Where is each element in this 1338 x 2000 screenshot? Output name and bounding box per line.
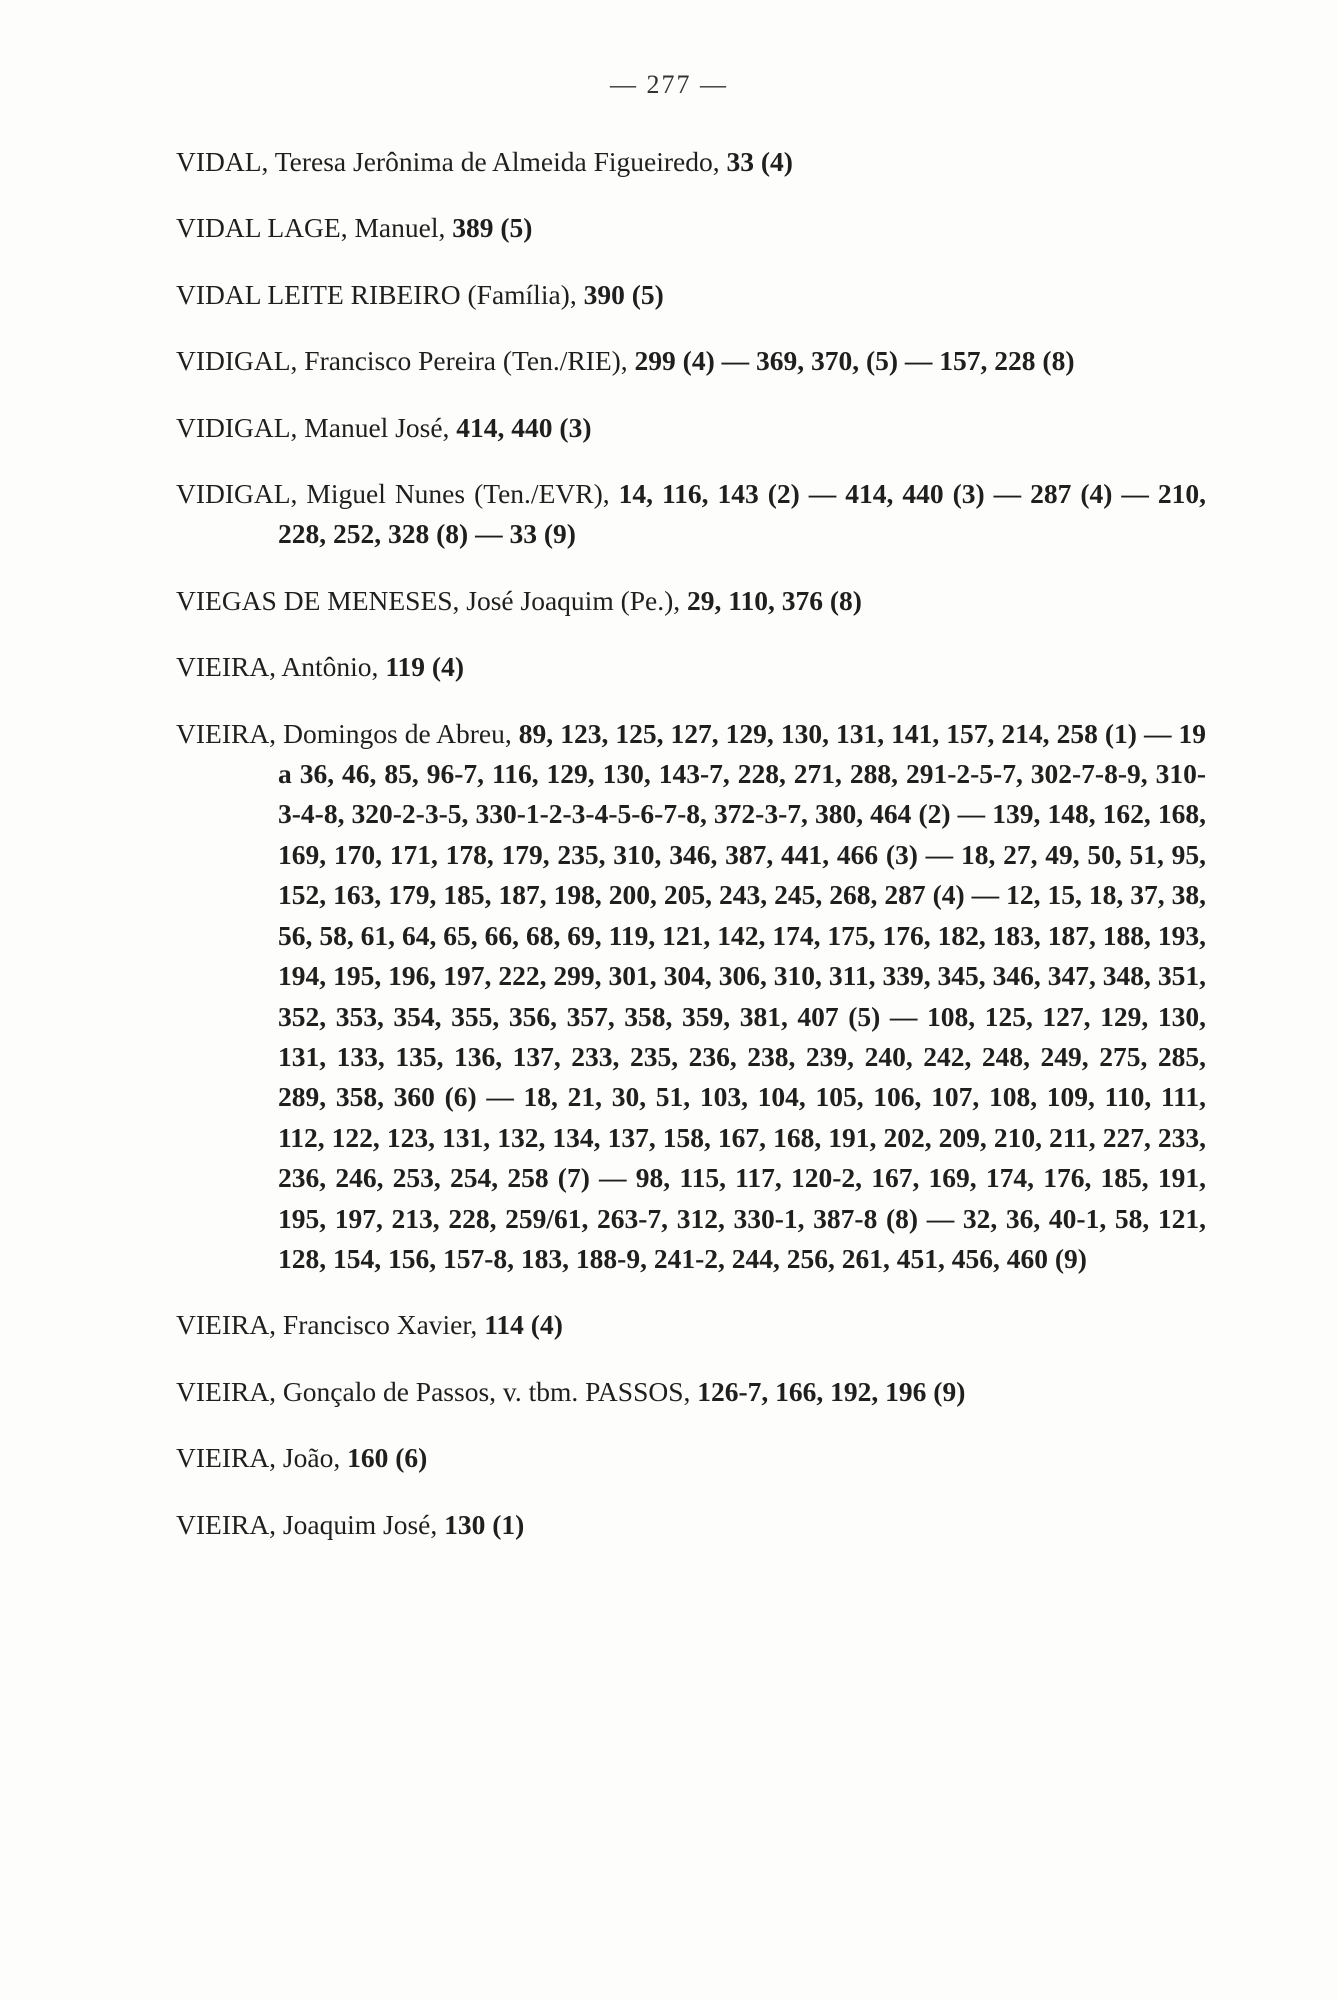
index-entry (176, 1505, 1206, 1545)
index-entry (176, 408, 1206, 448)
entry-refs: 299 (4) — 369, 370, (5) — 157, 228 (8) (634, 345, 1075, 377)
index-entry (176, 1305, 1206, 1345)
entry-refs: 89, 123, 125, 127, 129, 130, 131, 141, 157, 214, 258 (1) — 19 a 36, 46, 85, 96-7, 116, 129, 130, 143-7, 228, 271, 288, 291-2-5-7, 302-7-8-9, 310-3-4-8, 320-2-3-5, 330-1-2-3-4-5-6-7-8, 372-3-7, 380, 464 (2) — 139, 148, 162, 168, 169, 170, 171, 178, 179, 235, 310, 346, 387, 441, 466 (3) — 18, 27, 49, 50, 51, 95, 152, 163, 179, 185, 187, 198, 200, 205, 243, 245, 268, 287 (4) — 12, 15, 18, 37, 38, 56, 58, 61, 64, 65, 66, 68, 69, 119, 121, 142, 174, 175, 176, 182, 183, 187, 188, 193, 194, 195, 196, 197, 222, 299, 301, 304, 306, 310, 311, 339, 345, 346, 347, 348, 351, 352, 353, 354, 355, 356, 357, 358, 359, 381, 407 (5) — 108, 125, 127, 129, 130, 131, 133, 135, 136, 137, 233, 235, 236, 238, 239, 240, 242, 248, 249, 275, 285, 289, 358, 360 (6) — 18, 21, 30, 51, 103, 104, 105, 106, 107, 108, 109, 110, 111, 112, 122, 123, 131, 132, 134, 137, 158, 167, 168, 191, 202, 209, 210, 211, 227, 233, 236, 246, 253, 254, 258 (7) — 98, 115, 117, 120-2, 167, 169, 174, 176, 185, 191, 195, 197, 213, 228, 259/61, 263-7, 312, 330-1, 387-8 (8) — 32, 36, 40-1, 58, 121, 128, 154, 156, 157-8, 183, 188-9, 241-2, 244, 256, 261, 451, 456, 460 (9) (278, 717, 1206, 1274)
entry-refs: 14, 116, 143 (2) — 414, 440 (3) — 287 (4) — 210, 228, 252, 328 (8) — 33 (9) (278, 478, 1206, 550)
entry-refs: 390 (5) (583, 278, 664, 310)
entry-name: VIEGAS DE MENESES, José Joaquim (Pe.), (176, 584, 681, 616)
entry-name: VIEIRA, Joaquim José, (176, 1508, 438, 1540)
index-entries (176, 142, 1206, 1571)
entry-refs: 29, 110, 376 (8) (687, 584, 862, 616)
index-entry (176, 581, 1206, 621)
index-entry (176, 1372, 1206, 1412)
entry-name: VIDAL LEITE RIBEIRO (Família), (176, 278, 577, 310)
index-entry (176, 1438, 1206, 1478)
entry-refs: 114 (4) (484, 1309, 563, 1341)
index-entry (176, 341, 1206, 381)
entry-name: VIEIRA, Antônio, (176, 651, 379, 683)
entry-name: VIDAL, Teresa Jerônima de Almeida Figueiredo, (176, 146, 720, 177)
index-entry (176, 474, 1206, 555)
entry-refs: 160 (6) (347, 1442, 428, 1474)
entry-name: VIDIGAL, Manuel José, (176, 411, 450, 443)
entry-name: VIEIRA, João, (176, 1442, 341, 1474)
index-entry (176, 208, 1206, 248)
entry-name: VIDIGAL, Francisco Pereira (Ten./RIE), (176, 345, 628, 377)
entry-name: VIEIRA, Domingos de Abreu, (176, 717, 512, 749)
index-entry (176, 647, 1206, 687)
entry-refs: 33 (4) (726, 146, 793, 177)
entry-name: VIEIRA, Gonçalo de Passos, v. tbm. PASSOS, (176, 1375, 691, 1407)
entry-name: VIDIGAL, Miguel Nunes (Ten./EVR), (176, 478, 610, 510)
entry-refs: 126-7, 166, 192, 196 (9) (697, 1375, 966, 1407)
index-entry (176, 714, 1206, 1280)
entry-name: VIDAL LAGE, Manuel, (176, 212, 446, 244)
page-number: — 277 — (610, 70, 728, 99)
entry-name: VIEIRA, Francisco Xavier, (176, 1309, 478, 1341)
index-entry (176, 142, 1206, 182)
entry-refs: 389 (5) (452, 212, 533, 244)
entry-refs: 130 (1) (444, 1508, 525, 1540)
entry-refs: 414, 440 (3) (456, 411, 592, 443)
index-entry (176, 275, 1206, 315)
entry-refs: 119 (4) (385, 651, 464, 683)
